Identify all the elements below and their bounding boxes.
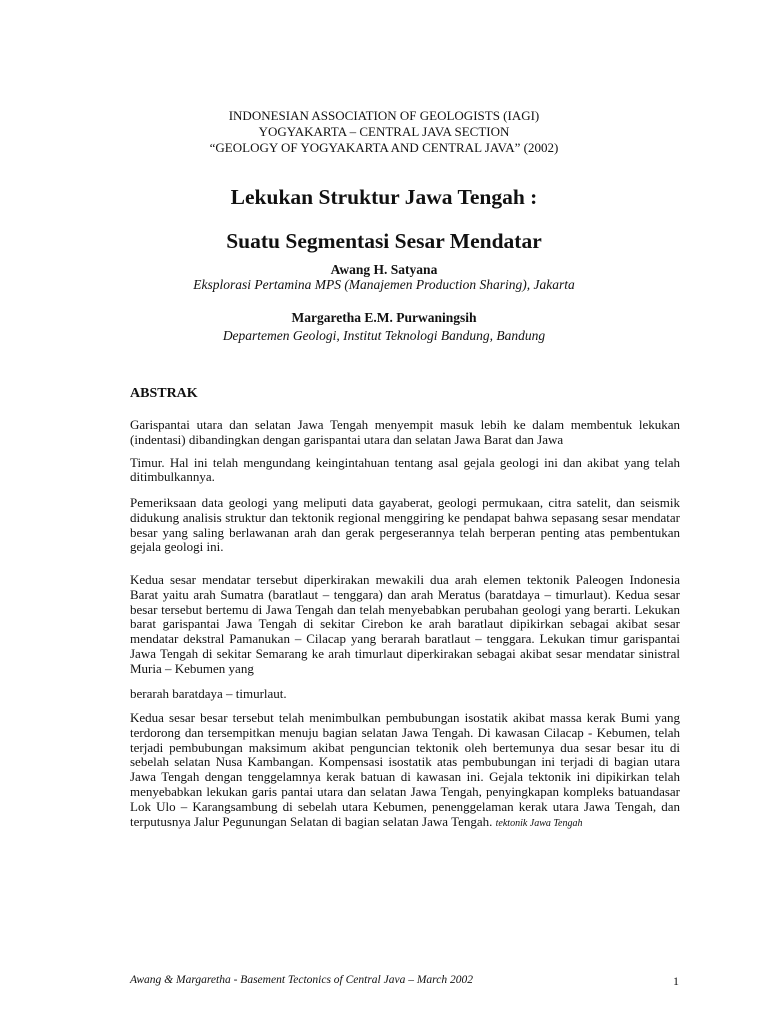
header-proceedings: “GEOLOGY OF YOGYAKARTA AND CENTRAL JAVA” (2002)	[209, 140, 559, 155]
abstract-paragraph-4	[130, 711, 680, 831]
page-number: 1	[673, 974, 679, 988]
abstract-paragraph-1	[130, 418, 680, 485]
abstract-p3-main: Kedua sesar mendatar tersebut diperkirakan mewakili dua arah elemen tektonik Paleogen Indonesia Barat yaitu arah Sumatra (baratlaut – tenggara) dan arah Meratus (baratdaya – timurlaut). Kedua sesar besar tersebut bertemu di Jawa Tengah dan telah menyebabkan perubahan geologi yang berarti. Lekukan barat garispantai Jawa Tengah di sekitar Cirebon ke arah baratlaut dipikirkan sebagai akibat sesar mendatar dekstral Pamanukan – Cilacap yang berarah baratlaut – tenggara. Lekukan timur garispantai Jawa Tengah di sekitar Semarang ke arah timurlaut diperkirakan sebagai akibat sesar mendatar sinistral Muria – Kebumen yang	[130, 572, 680, 676]
abstract-p1-main: Garispantai utara dan selatan Jawa Tengah menyempit masuk lebih ke dalam membentuk lekukan (indentasi) dibandingkan dengan garispantai utara dan selatan Jawa Barat dan Jawa	[130, 417, 680, 447]
abstract-p4-text: Kedua sesar besar tersebut telah menimbulkan pembubungan isostatik akibat massa kerak Bumi yang terdorong dan tersempitkan menuju bagian selatan Jawa Tengah. Di kawasan Cilacap - Kebumen, telah terjadi pembubungan maksimum akibat penguncian tektonik oleh bertemunya dua sesar besar itu di sebelah selatan Nusa Kambangan. Kompensasi isostatik atas pembubungan ini terjadi di bagian utara Jawa Tengah dengan tenggelamnya kerak batuan di kawasan ini. Gejala tektonik ini dipikirkan telah menyebabkan lekukan garis pantai utara dan selatan Jawa Tengah, penyingkapan kompleks batuandasar Lok Ulo – Karangsambung di sebelah utara Kebumen, penenggelaman kerak utara Jawa Tengah, dan terputusnya Jalur Pegunungan Selatan di bagian selatan Jawa Tengah.	[130, 710, 680, 829]
author-affiliation-1: Eksplorasi Pertamina MPS (Manajemen Production Sharing), Jakarta	[193, 277, 575, 292]
abstract-p3-last: berarah baratdaya – timurlaut.	[130, 685, 287, 701]
conference-header	[0, 108, 768, 156]
abstract-p1-last: Timur. Hal ini telah mengundang keingintahuan tentang asal gejala geologi ini dan akibat yang telah ditimbulkannya.	[130, 454, 680, 485]
abstract-heading: ABSTRAK	[130, 386, 198, 401]
paper-title-line1: Lekukan Struktur Jawa Tengah :	[230, 185, 538, 209]
abstract-paragraph-3	[130, 573, 680, 701]
abstract-paragraph-2: Pemeriksaan data geologi yang meliputi data gayaberat, geologi permukaan, citra satelit, dan seismik didukung analisis struktur dan tektonik regional menggiring ke pendapat bahwa sepasang sesar mendatar besar yang saling berlawanan arah dan gerak pergeserannya telah berperan penting atas pembentukan gejala geologi ini.	[130, 495, 680, 555]
header-association: INDONESIAN ASSOCIATION OF GEOLOGISTS (IAGI)	[228, 108, 540, 123]
author-affiliation-2: Departemen Geologi, Institut Teknologi Bandung, Bandung	[222, 328, 546, 343]
paper-title-line2: Suatu Segmentasi Sesar Mendatar	[226, 229, 542, 253]
page-footer: Awang & Margaretha - Basement Tectonics of Central Java – March 2002	[130, 974, 473, 986]
author-name-1: Awang H. Satyana	[330, 262, 438, 277]
keywords: tektonik Jawa Tengah	[495, 817, 583, 829]
header-section: YOGYAKARTA – CENTRAL JAVA SECTION	[258, 124, 510, 139]
author-name-2: Margaretha E.M. Purwaningsih	[291, 310, 477, 325]
